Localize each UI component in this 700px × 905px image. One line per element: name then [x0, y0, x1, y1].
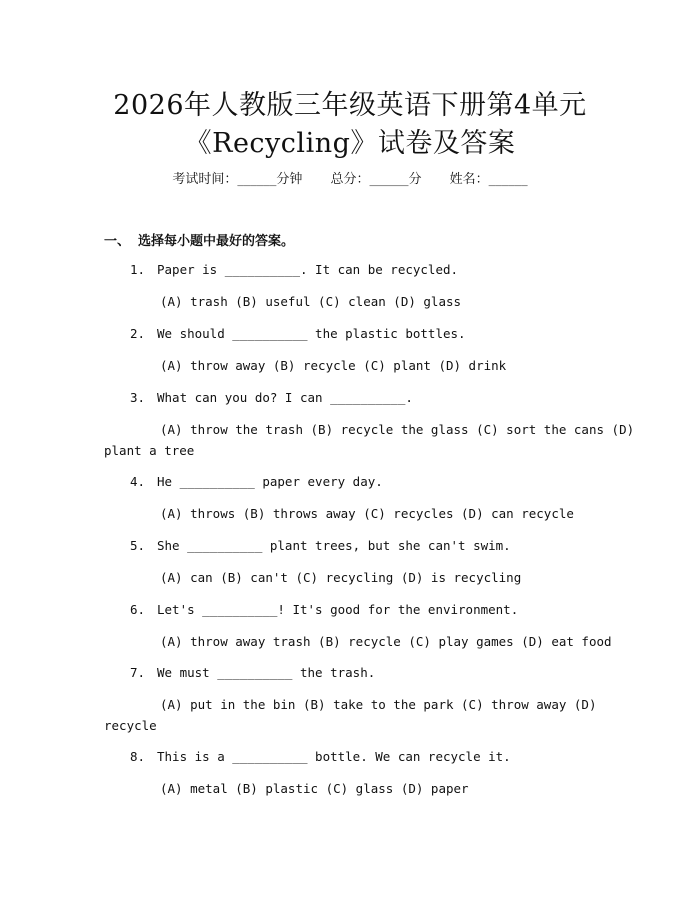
question-text: He __________ paper every day.: [157, 474, 383, 489]
question-text: Let's __________! It's good for the environment.: [157, 602, 519, 617]
question-7-options-continued: recycle: [104, 718, 157, 733]
question-number: 7.: [130, 665, 146, 680]
question-text: We must __________ the trash.: [157, 665, 376, 680]
section-title: 选择每小题中最好的答案。: [138, 234, 295, 249]
question-number: 8.: [130, 749, 146, 764]
section-heading: [104, 230, 294, 249]
question-1-options: (A) trash (B) useful (C) clean (D) glass: [160, 294, 462, 309]
question-3-options: (A) throw the trash (B) recycle the glass (C) sort the cans (D): [160, 422, 635, 437]
question-1: [130, 262, 458, 277]
question-7-options: (A) put in the bin (B) take to the park (C) throw away (D): [160, 697, 597, 712]
question-text: Paper is __________. It can be recycled.: [157, 262, 459, 277]
question-number: 4.: [130, 474, 146, 489]
question-4-options: (A) throws (B) throws away (C) recycles (D) can recycle: [160, 506, 574, 521]
question-number: 5.: [130, 538, 146, 553]
page-title-line-1: 2026年人教版三年级英语下册第4单元: [113, 90, 587, 121]
question-3-options-continued: plant a tree: [104, 443, 195, 458]
question-2: [130, 326, 466, 341]
question-2-options: (A) throw away (B) recycle (C) plant (D) drink: [160, 358, 507, 373]
question-6-options: (A) throw away trash (B) recycle (C) play games (D) eat food: [160, 634, 612, 649]
section-number: 一、: [104, 234, 131, 249]
question-8: [130, 749, 511, 764]
question-5: [130, 538, 511, 553]
question-number: 6.: [130, 602, 146, 617]
question-text: She __________ plant trees, but she can't swim.: [157, 538, 511, 553]
question-text: We should __________ the plastic bottles.: [157, 326, 466, 341]
question-6: [130, 602, 518, 617]
page-title-line-2: 《Recycling》试卷及答案: [184, 128, 516, 159]
question-number: 3.: [130, 390, 146, 405]
question-4: [130, 474, 383, 489]
exam-score-field: 总分：______分: [330, 172, 422, 187]
question-3: [130, 390, 413, 405]
question-text: What can you do? I can __________.: [157, 390, 413, 405]
question-number: 2.: [130, 326, 146, 341]
question-text: This is a __________ bottle. We can recycle it.: [157, 749, 511, 764]
exam-info: [0, 168, 700, 187]
question-8-options: (A) metal (B) plastic (C) glass (D) paper: [160, 781, 469, 796]
question-number: 1.: [130, 262, 146, 277]
exam-name-field: 姓名：______: [449, 172, 528, 187]
question-7: [130, 665, 375, 680]
exam-time-field: 考试时间：______分钟: [172, 172, 303, 187]
question-5-options: (A) can (B) can't (C) recycling (D) is recycling: [160, 570, 522, 585]
